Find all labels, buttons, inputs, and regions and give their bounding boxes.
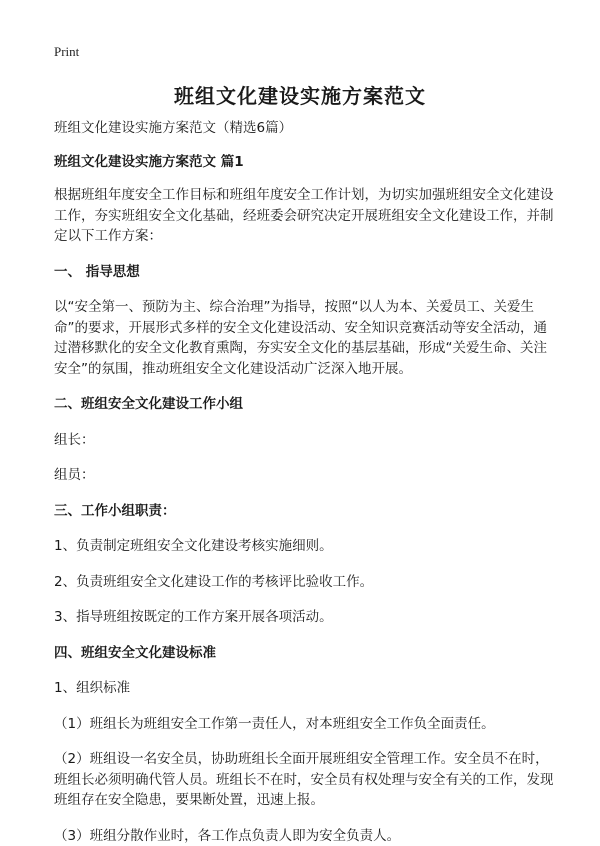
print-link[interactable]: Print: [54, 44, 79, 60]
document-title: 班组文化建设实施方案范文: [0, 80, 600, 109]
standard-subitem: （3）班组分散作业时，各工作点负责人即为安全负责人。: [54, 826, 560, 846]
document-body: [54, 118, 560, 846]
intro-paragraph: 根据班组年度安全工作目标和班组年度安全工作计划，为切实加强班组安全文化建设工作，夯实班组安全文化基础，经班委会研究决定开展班组安全文化建设工作，并制定以下工作方案：: [54, 185, 560, 247]
heading-working-group: 二、班组安全文化建设工作小组: [54, 394, 560, 415]
guiding-ideology-paragraph: 以“安全第一、预防为主、综合治理”为指导，按照“以人为本、关爱员工、关爱生命”的要求，开展形式多样的安全文化建设活动、安全知识竞赛活动等安全活动，通过潜移默化的安全文化教育熏陶，夯实安全文化的基层基础，形成“关爱生命、关注安全”的氛围，推动班组安全文化建设活动广泛深入地开展。: [54, 297, 560, 379]
duty-item: 1、负责制定班组安全文化建设考核实施细则。: [54, 536, 560, 557]
standard-item: 1、组织标准: [54, 678, 560, 699]
group-leader-line: 组长：: [54, 430, 560, 451]
standard-subitem: （1）班组长为班组安全工作第一责任人，对本班组安全工作负全面责任。: [54, 714, 560, 735]
heading-guiding-ideology: 一、 指导思想: [54, 262, 560, 283]
standard-subitem: （2）班组设一名安全员，协助班组长全面开展班组安全管理工作。安全员不在时，班组长必须明确代管人员。班组长不在时，安全员有权处理与安全有关的工作，发现班组存在安全隐患，要果断处置，迅速上报。: [54, 749, 560, 811]
duty-item: 2、负责班组安全文化建设工作的考核评比验收工作。: [54, 572, 560, 593]
heading-group-duties: 三、工作小组职责：: [54, 501, 560, 522]
heading-standards: 四、班组安全文化建设标准: [54, 643, 560, 664]
duty-item: 3、指导班组按既定的工作方案开展各项活动。: [54, 607, 560, 628]
document-subtitle: 班组文化建设实施方案范文（精选6篇）: [54, 118, 560, 139]
group-members-line: 组员：: [54, 465, 560, 486]
section-title: 班组文化建设实施方案范文 篇1: [54, 152, 560, 173]
